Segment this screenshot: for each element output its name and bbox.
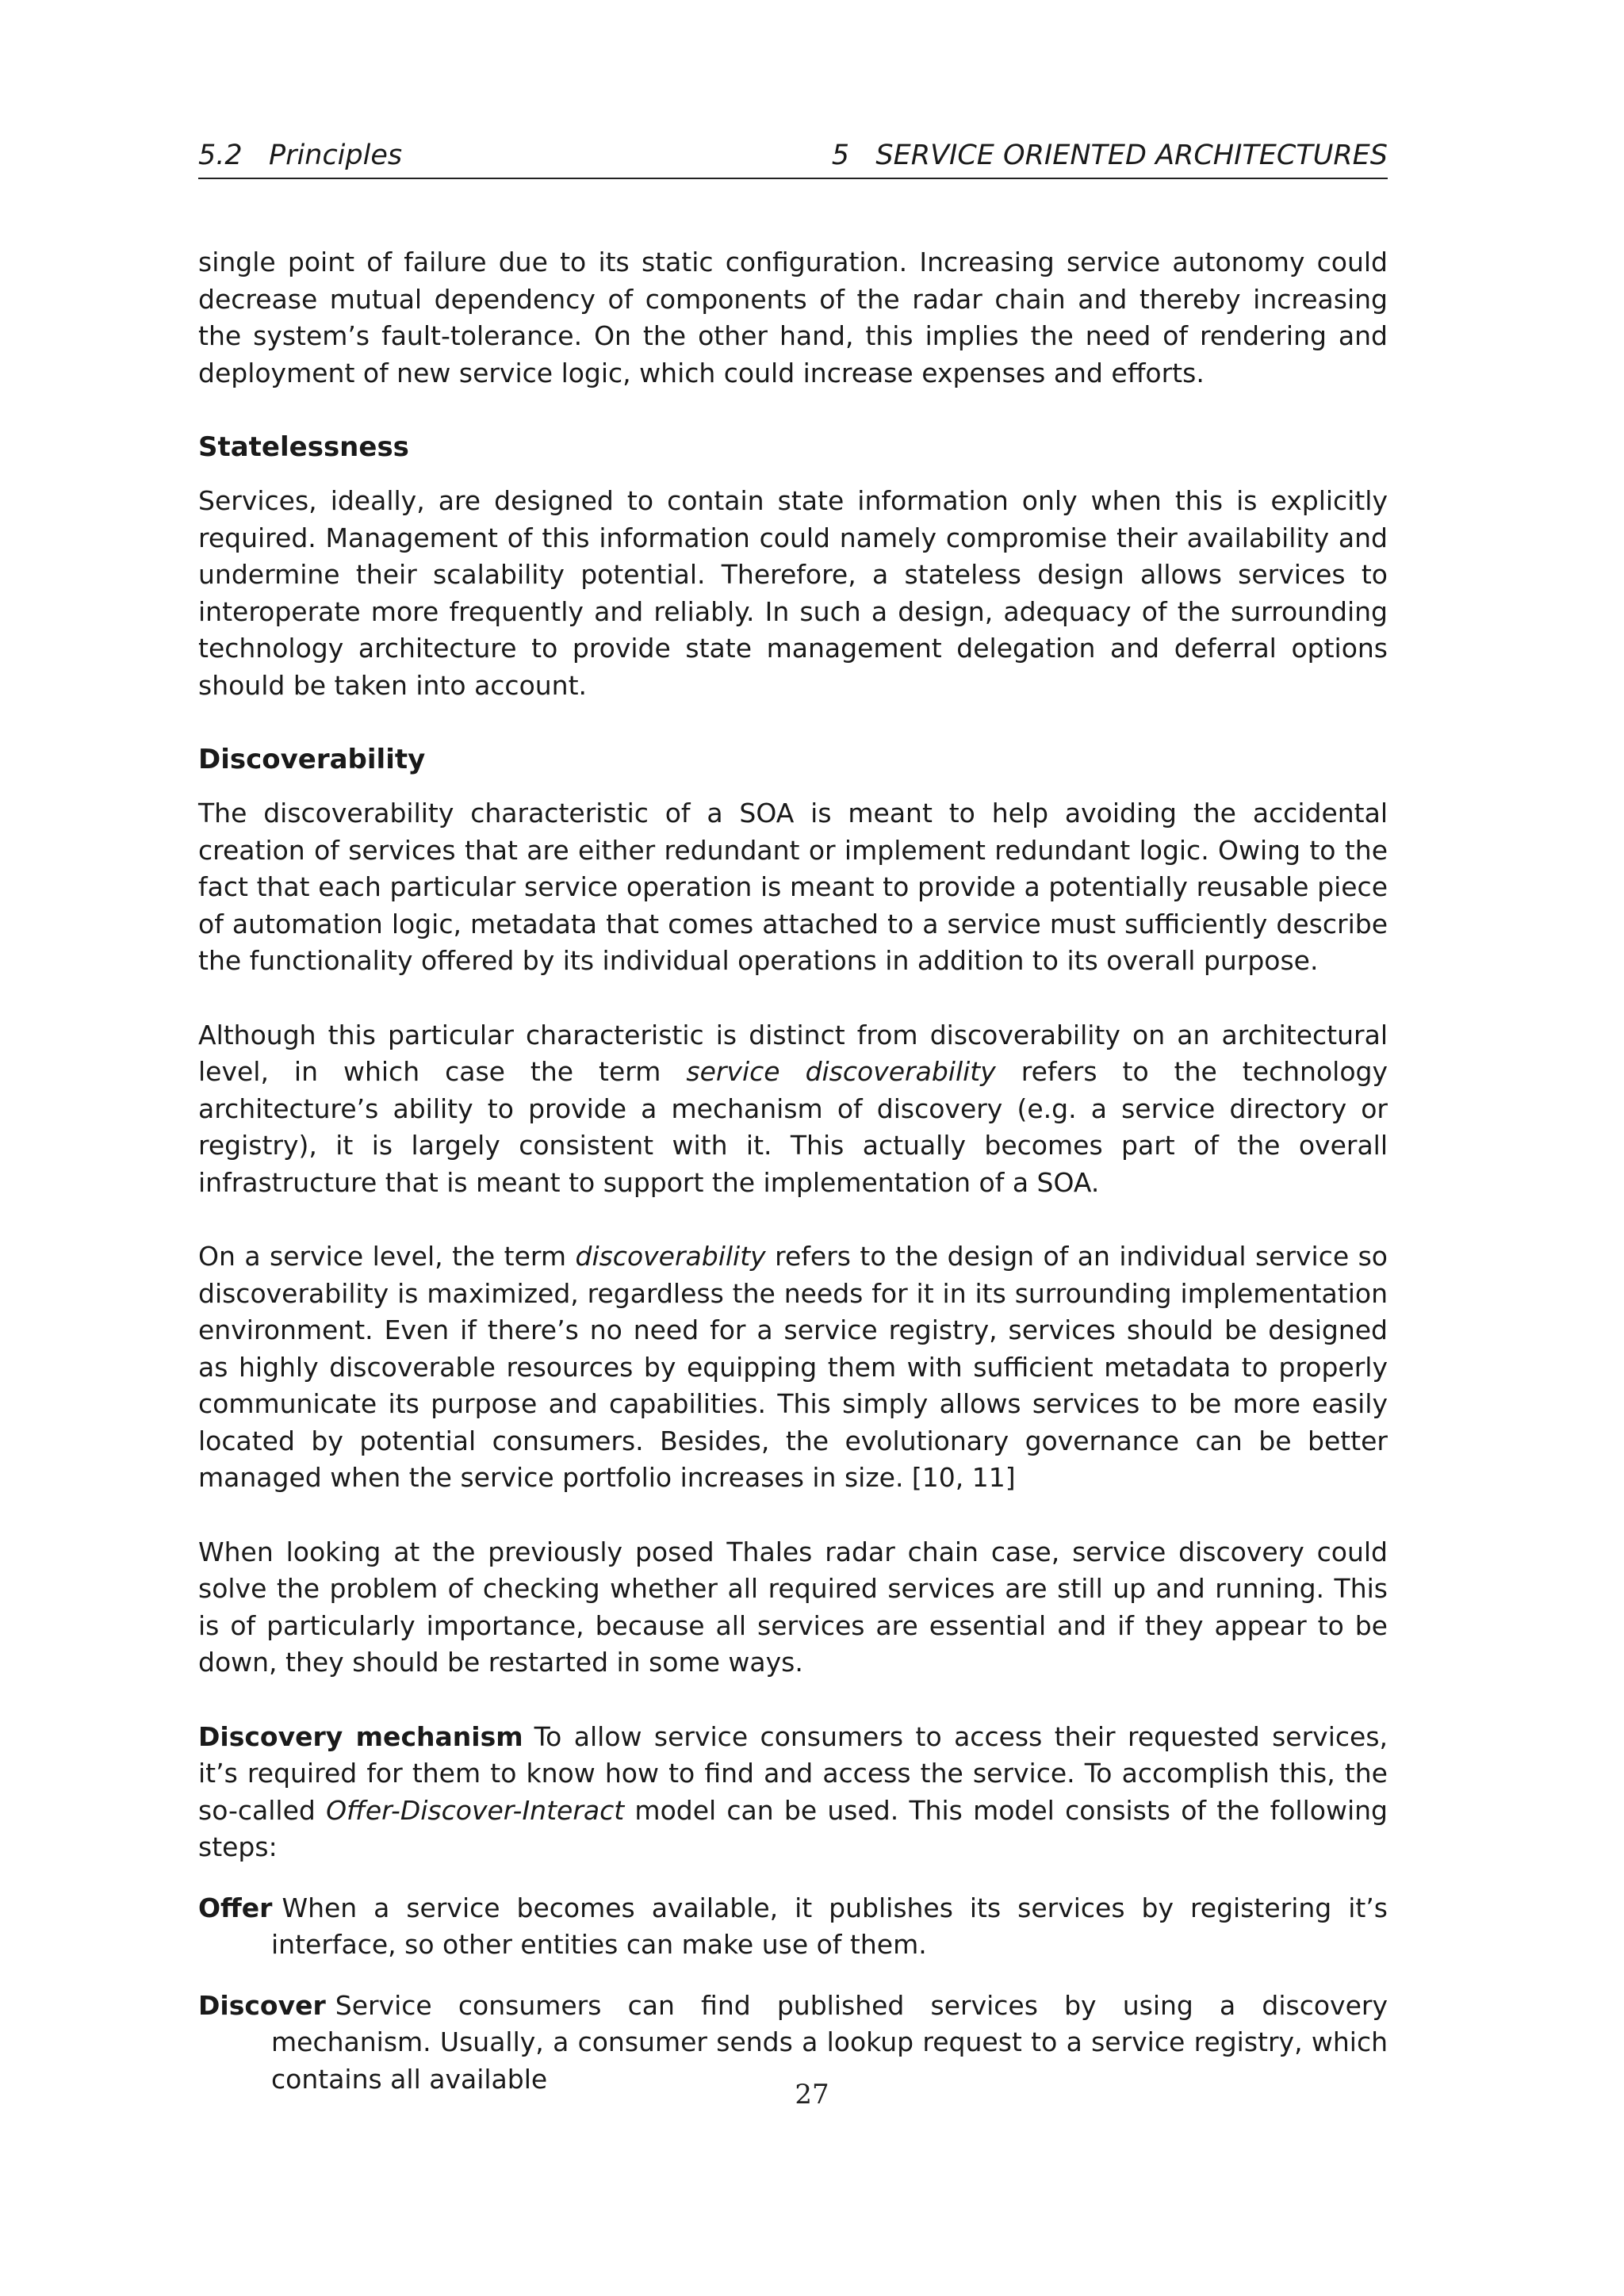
heading-statelessness: Statelessness <box>198 431 409 463</box>
step-text: When a service becomes available, it publishes its services by registering it’s interface, so other entities can make use of them. <box>271 1892 1388 1960</box>
steps-list <box>198 1890 1388 2099</box>
text-span: To allow service consumers to access their requested services, it’s required for them to know how to find and access the service. To accomplish this, the so-called <box>198 1720 1388 1826</box>
step-text: Service consumers can find published services by using a discovery mechanism. Usually, a consumer sends a lookup request to a service registry, which contains all available <box>271 1989 1388 2095</box>
emphasis-service-discoverability: service discoverability <box>686 1056 996 1087</box>
runin-discovery-mechanism: Discovery mechanism <box>198 1720 523 1752</box>
body-text <box>198 244 1388 2098</box>
paragraph-intro: single point of failure due to its static configuration. Increasing service autonomy could decrease mutual dependency of components of the radar chain and thereby increasing the system’s fault-tolerance. On the other hand, this implies the need of rendering and deployment of new service logic, which could increase expenses and efforts. <box>198 247 1388 388</box>
emphasis-offer-discover-interact: Offer-Discover-Interact <box>326 1794 625 1826</box>
page <box>198 133 1388 2122</box>
text-span: refers to the technology architecture’s ability to provide a mechanism of discovery (e.g. a service directory or registry), it is largely consistent with it. This actually becomes part of the overall infrastructure that is meant to support the implementation of a SOA. <box>198 1056 1388 1198</box>
text-span: refers to the design of an individual service so discoverability is maximized, regardless the needs for it in its surrounding implementation environment. Even if there’s no need for a service registry, services should be designed as highly discoverable resources by equipping them with sufficient metadata to properly communicate its purpose and capabilities. This simply allows services to be more easily located by potential consumers. Besides, the evolutionary governance can be better managed when the service portfolio increases in size. [10, 11] <box>198 1241 1388 1493</box>
paragraph-discoverability-2 <box>198 1017 1388 1202</box>
step-offer <box>198 1890 1388 1964</box>
text-span: Although this particular characteristic is distinct from discoverability on an architectural level, in which case the term <box>198 1019 1388 1087</box>
running-header <box>198 133 1388 179</box>
page-number: 27 <box>795 2079 829 2110</box>
paragraph-discoverability-1: The discoverability characteristic of a SOA is meant to help avoiding the accidental creation of services that are either redundant or implement redundant logic. Owing to the fact that each particular service operation is meant to provide a potentially reusable piece of automation logic, metadata that comes attached to a service must sufficiently describe the functionality offered by its individual operations in addition to its overall purpose. <box>198 798 1388 976</box>
header-section-title: 5.2 Principles <box>198 140 403 171</box>
step-term: Offer <box>198 1892 273 1923</box>
paragraph-thales: When looking at the previously posed Thales radar chain case, service discovery could solve the problem of checking whether all required services are still up and running. This is of particularly importance, because all services are essential and if they appear to be down, they should be restarted in some ways. <box>198 1536 1388 1678</box>
step-term: Discover <box>198 1989 326 2021</box>
paragraph-statelessness: Services, ideally, are designed to contain state information only when this is explicitly required. Management of this information could namely compromise their availability and undermine their scalability potential. Therefore, a stateless design allows services to interoperate more frequently and reliably. In such a design, adequacy of the surrounding technology architecture to provide state management delegation and deferral options should be taken into account. <box>198 485 1388 701</box>
emphasis-discoverability: discoverability <box>575 1241 766 1272</box>
text-span: model can be used. This model consists of the following steps: <box>198 1794 1388 1862</box>
heading-discoverability: Discoverability <box>198 744 426 775</box>
header-chapter-title: 5 SERVICE ORIENTED ARCHITECTURES <box>831 140 1388 171</box>
paragraph-discovery-mechanism <box>198 1719 1388 1866</box>
paragraph-discoverability-3 <box>198 1238 1388 1497</box>
text-span: On a service level, the term <box>198 1241 576 1272</box>
